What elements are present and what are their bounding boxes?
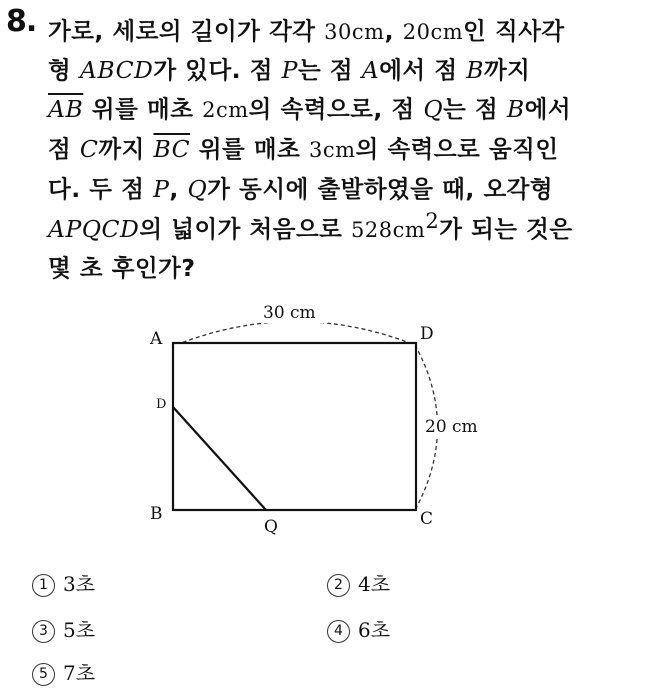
question-line-6: APQCD의 넓이가 처음으로 $528cm^2$가 되는 것은	[48, 209, 573, 243]
width-dimension-arc	[176, 322, 415, 346]
point-p-label: D	[156, 397, 167, 412]
rectangle-abcd	[173, 343, 416, 510]
height-label: 20 cm	[425, 417, 478, 437]
choice-5[interactable]	[32, 657, 95, 686]
choice-1-number: 1	[32, 574, 55, 597]
choice-3-number: 3	[32, 620, 55, 643]
choice-3-label: 5초	[63, 618, 96, 642]
question-line-4: 점 C까지 $\overline{BC}$ 위를 매초 3cm의 속력으로 움직인	[48, 135, 559, 163]
question-line-7: 몇 초 후인가?	[48, 254, 196, 282]
choice-4-label: 6초	[358, 618, 391, 642]
choice-1[interactable]	[32, 568, 95, 597]
vertex-b-label: B	[150, 504, 163, 524]
choice-4-number: 4	[327, 620, 350, 643]
question-line-1: 가로, 세로의 길이가 각각 30cm, 20cm인 직사각	[48, 17, 565, 45]
vertex-a-label: A	[150, 329, 163, 349]
question-line-2: 형 ABCD가 있다. 점 P는 점 A에서 점 B까지	[48, 56, 531, 84]
choice-2-label: 4초	[358, 572, 391, 596]
question-line-3: $\overline{AB}$ 위를 매초 2cm의 속력으로, 점 Q는 점 B에서	[48, 95, 572, 123]
width-label: 30 cm	[263, 303, 316, 323]
vertex-c-label: C	[420, 509, 434, 529]
point-q-label: Q	[264, 517, 278, 537]
choice-2-number: 2	[327, 574, 350, 597]
choice-5-label: 7초	[63, 661, 96, 685]
choice-3[interactable]	[32, 614, 95, 643]
choice-2[interactable]	[327, 568, 390, 597]
vertex-d-label: D	[420, 324, 434, 344]
rectangle-figure	[140, 295, 500, 540]
choice-4[interactable]	[327, 614, 390, 643]
question-line-5: 다. 두 점 P, Q가 동시에 출발하였을 때, 오각형	[48, 175, 554, 203]
choice-5-number: 5	[32, 663, 55, 686]
question-number: 8.	[6, 4, 37, 39]
choice-1-label: 3초	[63, 572, 96, 596]
